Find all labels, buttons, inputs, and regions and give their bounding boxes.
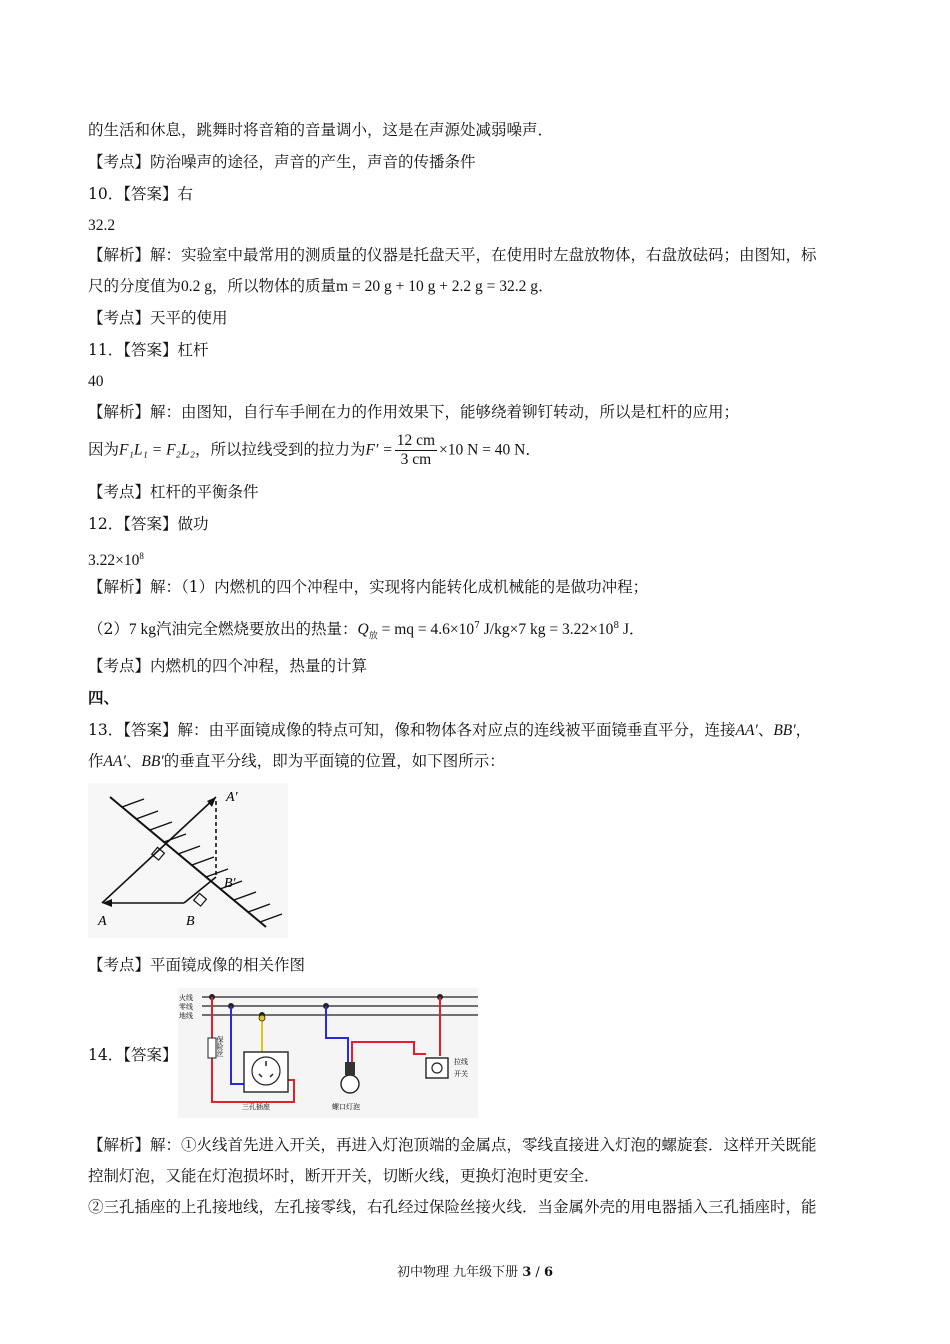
page-total: 6 xyxy=(543,1265,553,1280)
text: 13．【答案】解：由平面镜成像的特点可知，像和物体各对应点的连线被平面镜垂直平分，连接 xyxy=(88,721,736,739)
text: 、 xyxy=(757,721,774,739)
label-a: A xyxy=(98,914,107,929)
line-25: ②三孔插座的上孔接地线，左孔接零线，右孔经过保险丝接火线．当金属外壳的用电器插入三孔插座时，能 xyxy=(88,1198,817,1216)
text: ，所以拉线受到的拉力为 xyxy=(194,440,366,459)
label-a-prime: A′ xyxy=(226,790,238,805)
label-socket: 三孔插座 xyxy=(242,1103,270,1111)
line-4: 32.2 xyxy=(88,217,116,234)
bulb-base-icon xyxy=(345,1062,355,1075)
line-23: 【解析】解：①火线首先进入开关，再进入灯泡顶端的金属点，零线直接进入灯泡的螺旋套．这样开关既能 xyxy=(88,1136,817,1154)
line-19 xyxy=(88,720,811,741)
line-16 xyxy=(88,616,644,646)
label-fuse: 保险丝 xyxy=(216,1036,224,1057)
math: J． xyxy=(619,621,645,639)
text: 作 xyxy=(88,752,104,770)
page-number: 3 xyxy=(522,1265,532,1280)
superscript: 8 xyxy=(139,551,144,561)
text: 的垂直平分线，即为平面镜的位置，如下图所示： xyxy=(163,752,505,770)
subscript: 放 xyxy=(368,631,378,642)
label-switch-line2: 开关 xyxy=(454,1070,468,1078)
math: F₁L₁ = F₂L₂ xyxy=(119,441,195,459)
label-b-prime: B′ xyxy=(224,876,236,891)
math: F′ = xyxy=(365,441,393,459)
label-b: B xyxy=(186,914,195,929)
text: ． xyxy=(525,440,541,459)
text: ，所以物体的质量 xyxy=(212,277,337,295)
page-separator: / xyxy=(531,1265,544,1280)
text: 、 xyxy=(125,752,142,770)
superscript: 8 xyxy=(613,621,620,631)
line-21: 【考点】平面镜成像的相关作图 xyxy=(88,956,306,974)
line-7: 【考点】天平的使用 xyxy=(88,309,228,327)
fraction xyxy=(395,432,437,469)
footer-text: 初中物理 九年级下册 xyxy=(396,1265,523,1280)
bulb-icon xyxy=(341,1075,359,1093)
line-13: 12．【答案】做功 xyxy=(88,515,209,533)
line-22: 14．【答案】 xyxy=(88,1046,178,1064)
line-14 xyxy=(88,546,144,571)
text: ． xyxy=(538,277,554,295)
mirror-diagram xyxy=(88,783,288,938)
text: 汽油完全燃烧要放出的热量： xyxy=(156,620,358,639)
math: 0.2 g xyxy=(181,278,213,295)
line-15: 【解析】解：（1）内燃机的四个冲程中，实现将内能转化成机械能的是做功冲程； xyxy=(88,578,649,596)
math: AA′ xyxy=(735,722,758,739)
line-24: 控制灯泡，又能在灯泡损坏时，断开开关，切断火线，更换灯泡时更安全． xyxy=(88,1167,600,1185)
fuse-icon xyxy=(208,1038,216,1058)
fraction-denominator: 3 cm xyxy=(400,451,432,468)
line-2: 【考点】防治噪声的途径，声音的产生，声音的传播条件 xyxy=(88,153,476,171)
math: = mq = 4.6×10 xyxy=(377,621,475,639)
label-zero-wire: 零线 xyxy=(179,1003,193,1011)
pull-switch-icon xyxy=(426,1058,448,1078)
math: 7 kg xyxy=(128,621,156,639)
line-20 xyxy=(88,751,505,772)
label-fire-wire: 火线 xyxy=(179,994,193,1002)
math: m = 20 g + 10 g + 2.2 g = 32.2 g xyxy=(336,278,539,295)
superscript: 7 xyxy=(474,621,480,631)
page-footer xyxy=(0,1261,950,1280)
line-5: 【解析】解：实验室中最常用的测质量的仪器是托盘天平，在使用时左盘放物体，右盘放砝码；由图知，标 xyxy=(88,246,817,264)
fraction-numerator: 12 cm xyxy=(396,432,435,449)
line-11 xyxy=(88,432,541,469)
label-ground-wire: 地线 xyxy=(179,1012,193,1020)
math: 3.22×10 xyxy=(88,552,140,570)
line-18: 四、 xyxy=(88,688,120,707)
label-switch-line1: 拉线 xyxy=(454,1058,468,1066)
line-3: 10．【答案】右 xyxy=(88,185,193,203)
line-12: 【考点】杠杆的平衡条件 xyxy=(88,483,259,501)
text: （2） xyxy=(88,620,129,639)
text: ， xyxy=(795,721,812,739)
circuit-diagram xyxy=(178,988,478,1118)
line-9: 40 xyxy=(88,373,104,390)
three-hole-socket-icon xyxy=(244,1052,288,1092)
line-8: 11．【答案】杠杆 xyxy=(88,341,209,359)
math: ×10 N = 40 N xyxy=(439,441,526,459)
line-1: 的生活和休息，跳舞时将音箱的音量调小，这是在声源处减弱噪声． xyxy=(88,121,554,139)
math: BB′ xyxy=(773,722,796,739)
line-10: 【解析】解：由图知，自行车手闸在力的作用效果下，能够绕着铆钉转动，所以是杠杆的应用； xyxy=(88,403,740,421)
math: Q xyxy=(357,621,369,639)
line-17: 【考点】内燃机的四个冲程，热量的计算 xyxy=(88,657,368,675)
label-bulb: 螺口灯泡 xyxy=(332,1103,360,1111)
text: 因为 xyxy=(88,440,120,459)
line-6 xyxy=(88,276,554,297)
math: BB′ xyxy=(141,753,164,770)
ground-dot xyxy=(259,1015,265,1021)
math: J/kg×7 kg = 3.22×10 xyxy=(479,621,614,639)
math: AA′ xyxy=(103,753,126,770)
text: 尺的分度值为 xyxy=(88,277,182,295)
